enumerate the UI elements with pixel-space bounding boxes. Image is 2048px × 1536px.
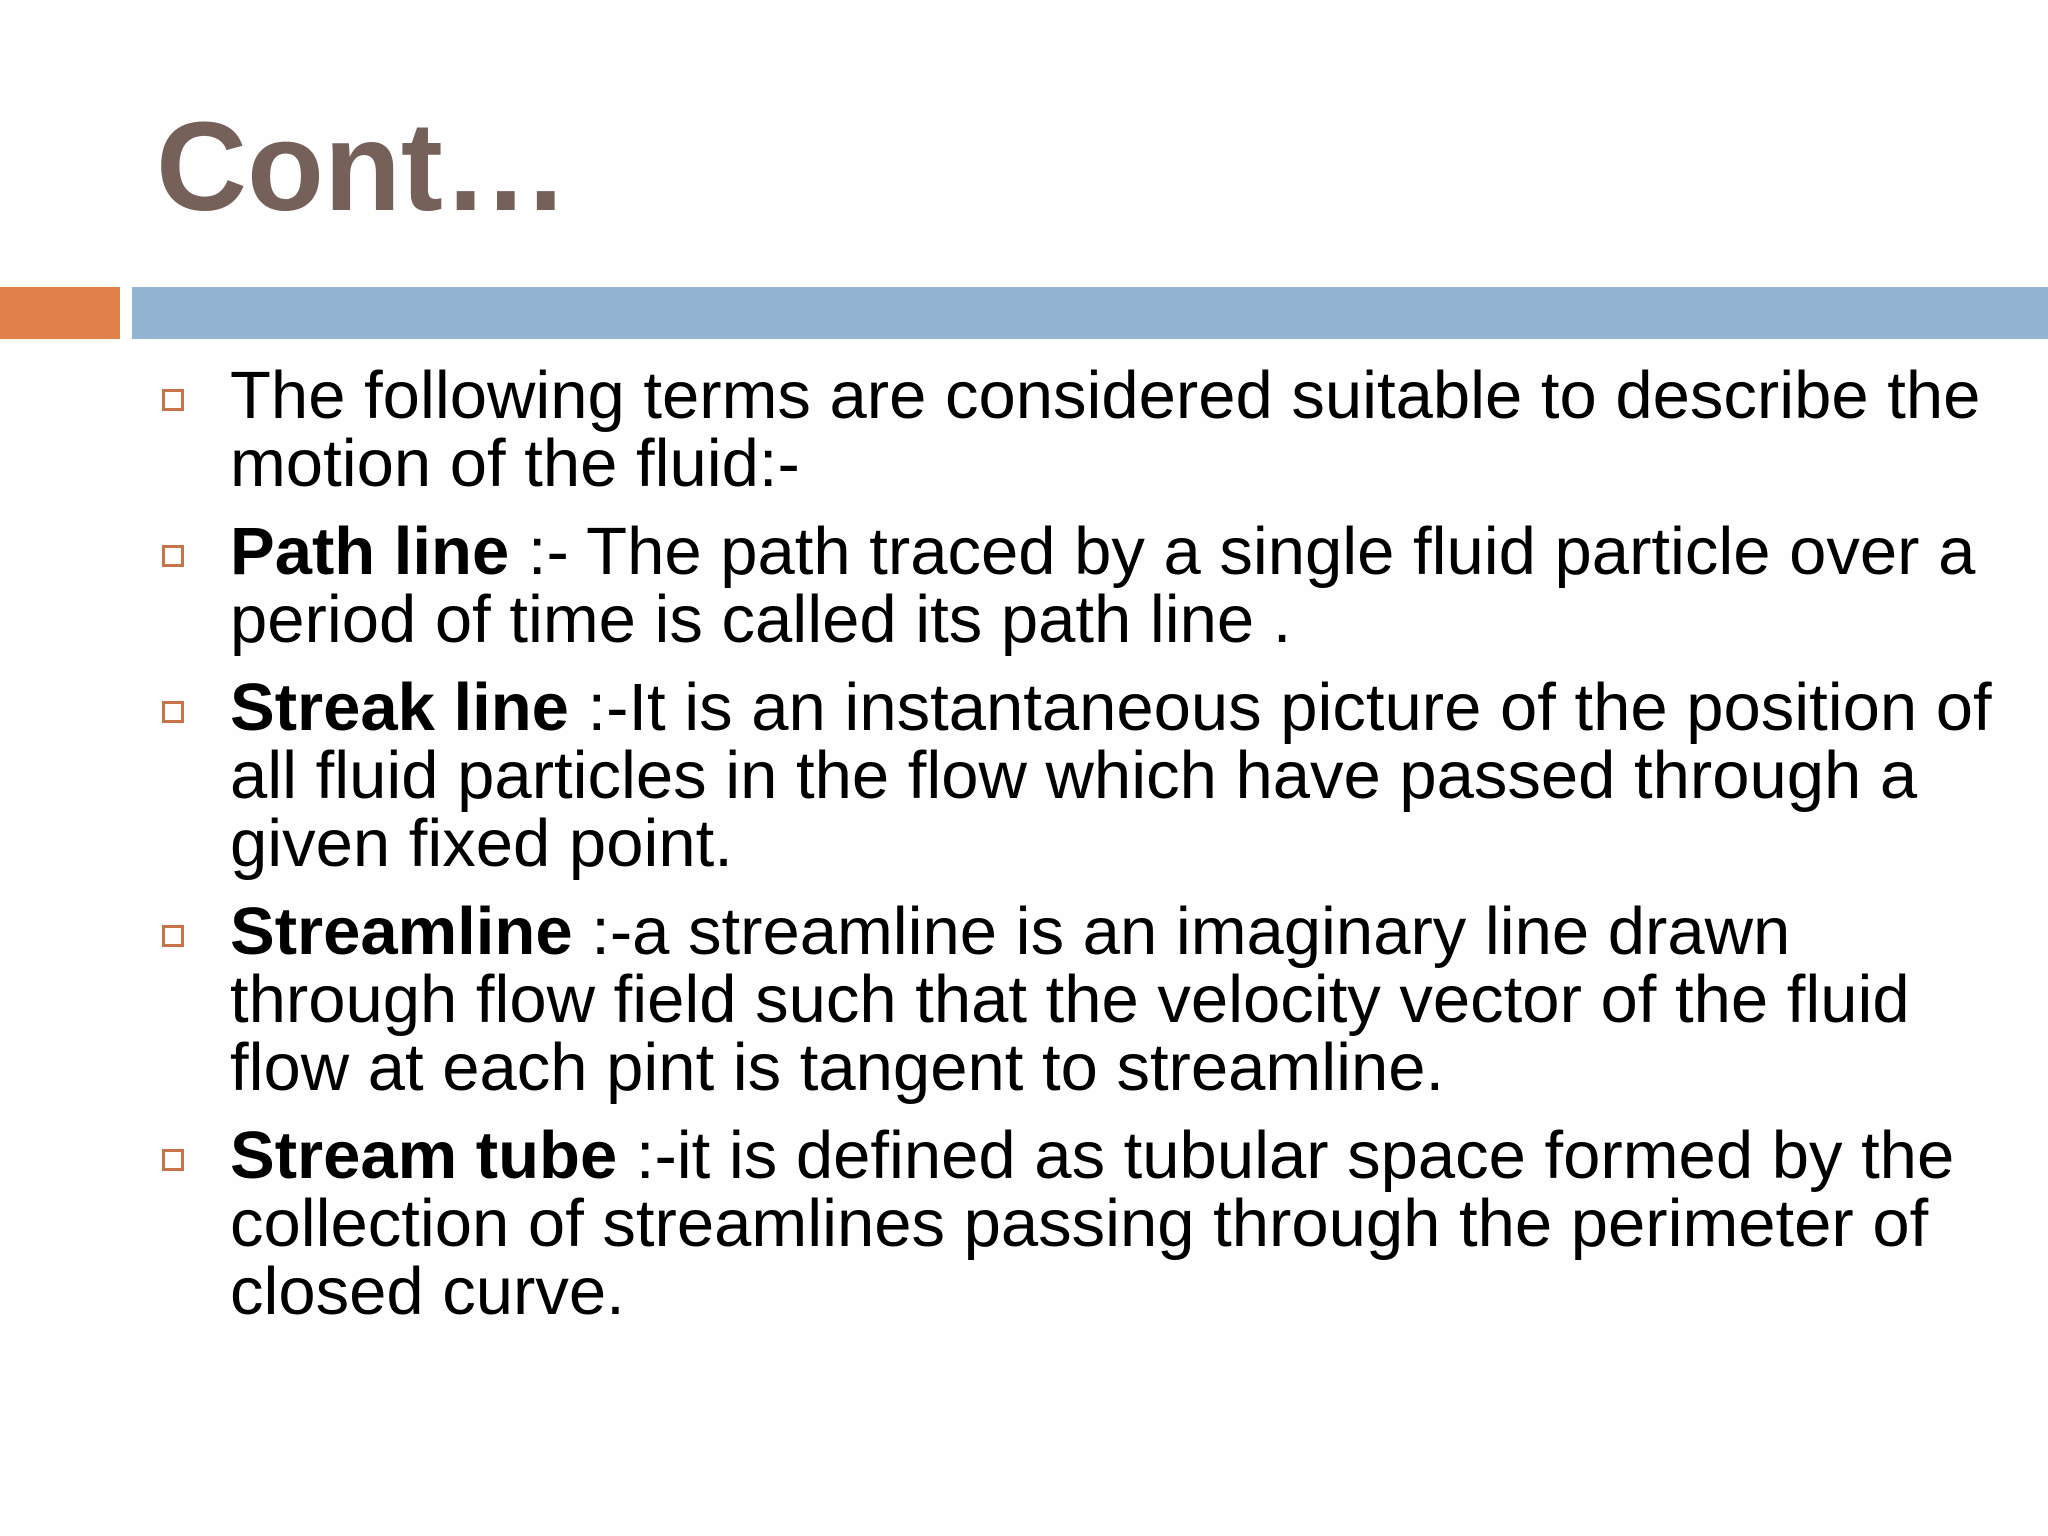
bullet-item-intro [162, 358, 1992, 501]
title-accent-bar-blue [132, 287, 2048, 339]
bullet-list [162, 358, 1992, 1346]
slide-title: Cont… [156, 96, 569, 237]
square-bullet-icon [162, 389, 184, 411]
bullet-text: :- The path traced by a single fluid particle over a period of time is called its path line . [230, 514, 1976, 657]
square-bullet-icon [162, 701, 184, 723]
bullet-text: :-a streamline is an imaginary line drawn through flow field such that the velocity vector of the fluid flow at each pint is tangent to streamline. [230, 894, 1910, 1105]
bullet-item-stream-tube [162, 1118, 1992, 1329]
bullet-term: Streamline [230, 894, 573, 969]
bullet-term: Path line [230, 514, 510, 589]
bullet-item-streamline [162, 894, 1992, 1105]
square-bullet-icon [162, 925, 184, 947]
bullet-text: :-it is defined as tubular space formed by the collection of streamlines passing through the perimeter of closed curve. [230, 1118, 1955, 1329]
bullet-term: Streak line [230, 670, 569, 745]
square-bullet-icon [162, 1149, 184, 1171]
bullet-item-streak-line [162, 670, 1992, 881]
bullet-text: The following terms are considered suitable to describe the motion of the fluid:- [230, 358, 1981, 501]
title-accent-bar-orange [0, 287, 120, 339]
square-bullet-icon [162, 545, 184, 567]
bullet-term: Stream tube [230, 1118, 618, 1193]
bullet-text: :-It is an instantaneous picture of the position of all fluid particles in the flow which have passed through a given fixed point. [230, 670, 1992, 881]
bullet-item-path-line [162, 514, 1992, 657]
